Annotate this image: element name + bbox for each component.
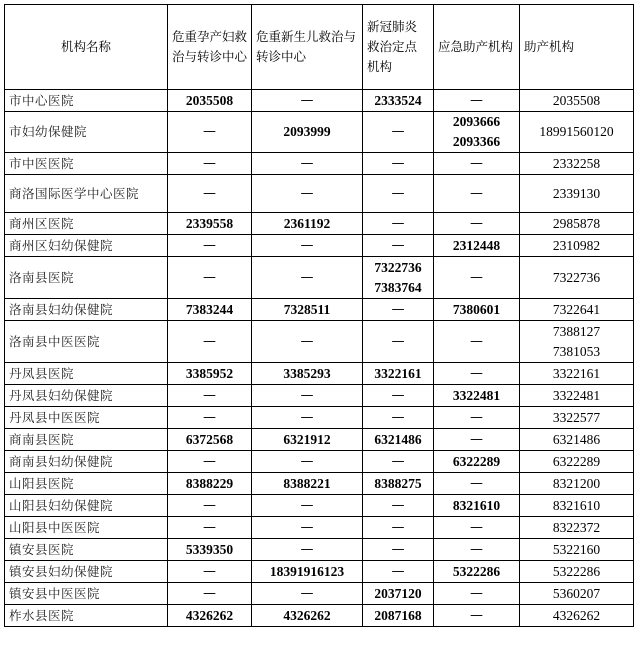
- header-institution-name: 机构名称: [5, 5, 168, 90]
- phone-number-cell: [168, 473, 252, 495]
- institution-name-cell: 商州区妇幼保健院: [5, 235, 168, 257]
- institution-name-cell: 商州区医院: [5, 213, 168, 235]
- phone-number-cell: [520, 539, 634, 561]
- institution-name-cell: 市妇幼保健院: [5, 112, 168, 153]
- institution-name-cell: 镇安县中医医院: [5, 583, 168, 605]
- phone-number: 7381053: [552, 343, 601, 359]
- empty-dash-cell: —: [168, 235, 252, 257]
- table-row: [5, 363, 634, 385]
- table-row: [5, 112, 634, 153]
- empty-dash-cell: —: [252, 583, 363, 605]
- table-row: [5, 561, 634, 583]
- phone-number-cell: [520, 153, 634, 175]
- empty-dash-cell: —: [252, 153, 363, 175]
- phone-number: 5322286: [552, 563, 601, 579]
- empty-dash-cell: —: [363, 561, 434, 583]
- phone-number: 4326262: [185, 607, 234, 623]
- institution-name-cell: 商南县医院: [5, 429, 168, 451]
- table-row: [5, 235, 634, 257]
- phone-number: 6321486: [374, 431, 422, 447]
- phone-number: 3322577: [552, 409, 601, 425]
- empty-dash-cell: —: [434, 583, 520, 605]
- empty-dash-cell: —: [434, 153, 520, 175]
- phone-number: 5322160: [552, 541, 601, 557]
- phone-number: 8321610: [452, 497, 501, 513]
- phone-number-cell: [520, 90, 634, 112]
- empty-dash-cell: —: [363, 451, 434, 473]
- phone-number: 5339350: [185, 541, 234, 557]
- phone-number: 6372568: [185, 431, 234, 447]
- institution-name-cell: 山阳县医院: [5, 473, 168, 495]
- phone-number-cell: [520, 299, 634, 321]
- table-row: [5, 257, 634, 299]
- phone-number-cell: [252, 561, 363, 583]
- empty-dash-cell: —: [434, 517, 520, 539]
- empty-dash-cell: —: [168, 321, 252, 363]
- phone-number-cell: [520, 363, 634, 385]
- phone-number-cell: [168, 539, 252, 561]
- phone-number: 7328511: [283, 301, 331, 317]
- phone-number: 8388229: [185, 475, 234, 491]
- institution-name-cell: 柞水县医院: [5, 605, 168, 627]
- institution-name-cell: 镇安县妇幼保健院: [5, 561, 168, 583]
- phone-number: 8388275: [374, 475, 422, 491]
- phone-number: 2361192: [283, 215, 331, 231]
- phone-number-cell: [363, 605, 434, 627]
- empty-dash-cell: —: [363, 153, 434, 175]
- empty-dash-cell: —: [363, 407, 434, 429]
- table-row: [5, 583, 634, 605]
- phone-number-cell: [363, 90, 434, 112]
- empty-dash-cell: —: [363, 235, 434, 257]
- phone-number: 3385952: [185, 365, 234, 381]
- phone-number: 8321200: [552, 475, 601, 491]
- empty-dash-cell: —: [168, 257, 252, 299]
- phone-number: 7322736: [374, 259, 422, 275]
- institution-name-cell: 市中医医院: [5, 153, 168, 175]
- institution-name-cell: 丹凤县医院: [5, 363, 168, 385]
- phone-number-cell: [520, 473, 634, 495]
- empty-dash-cell: —: [252, 495, 363, 517]
- phone-number-cell: [434, 299, 520, 321]
- empty-dash-cell: —: [363, 112, 434, 153]
- empty-dash-cell: —: [252, 539, 363, 561]
- header-midwifery: 助产机构: [520, 5, 634, 90]
- phone-number: 4326262: [283, 607, 331, 623]
- empty-dash-cell: —: [168, 153, 252, 175]
- phone-number-cell: [168, 429, 252, 451]
- phone-number-cell: [168, 605, 252, 627]
- empty-dash-cell: —: [434, 175, 520, 213]
- table-row: [5, 407, 634, 429]
- empty-dash-cell: —: [168, 175, 252, 213]
- empty-dash-cell: —: [168, 407, 252, 429]
- empty-dash-cell: —: [434, 539, 520, 561]
- hospital-contact-table: [4, 4, 634, 627]
- table-row: [5, 175, 634, 213]
- phone-number: 18991560120: [539, 124, 614, 139]
- phone-number-cell: [168, 90, 252, 112]
- phone-number: 2312448: [452, 237, 501, 253]
- institution-name-cell: 洛南县医院: [5, 257, 168, 299]
- empty-dash-cell: —: [252, 407, 363, 429]
- phone-number-cell: [252, 605, 363, 627]
- table-row: [5, 517, 634, 539]
- phone-number: 2985878: [552, 215, 601, 231]
- empty-dash-cell: —: [434, 473, 520, 495]
- phone-number-cell: [363, 429, 434, 451]
- empty-dash-cell: —: [434, 257, 520, 299]
- empty-dash-cell: —: [252, 451, 363, 473]
- empty-dash-cell: —: [252, 257, 363, 299]
- phone-number: 7322641: [552, 301, 601, 317]
- phone-number-cell: [520, 451, 634, 473]
- phone-number: 2093666: [452, 114, 501, 129]
- phone-number: 8388221: [283, 475, 331, 491]
- empty-dash-cell: —: [363, 385, 434, 407]
- table-row: [5, 213, 634, 235]
- phone-number-cell: [168, 213, 252, 235]
- phone-number-cell: [520, 112, 634, 153]
- table-row: [5, 539, 634, 561]
- phone-number: 2087168: [374, 607, 422, 623]
- phone-number: 7383764: [374, 279, 422, 295]
- empty-dash-cell: —: [168, 385, 252, 407]
- empty-dash-cell: —: [252, 90, 363, 112]
- phone-number: 3322161: [374, 365, 422, 381]
- phone-number-cell: [520, 235, 634, 257]
- empty-dash-cell: —: [434, 90, 520, 112]
- phone-number: 3322481: [552, 387, 601, 403]
- empty-dash-cell: —: [434, 321, 520, 363]
- institution-name-cell: 商南县妇幼保健院: [5, 451, 168, 473]
- phone-number-cell: [363, 363, 434, 385]
- empty-dash-cell: —: [168, 495, 252, 517]
- table-row: [5, 495, 634, 517]
- phone-number: 2035508: [552, 92, 601, 108]
- phone-number-cell: [434, 385, 520, 407]
- empty-dash-cell: —: [168, 561, 252, 583]
- phone-number: 5360207: [552, 585, 601, 601]
- phone-number-cell: [434, 451, 520, 473]
- institution-name-cell: 市中心医院: [5, 90, 168, 112]
- phone-number: 7388127: [552, 323, 601, 339]
- phone-number-cell: [434, 235, 520, 257]
- empty-dash-cell: —: [363, 299, 434, 321]
- phone-number-cell: [363, 583, 434, 605]
- phone-number-cell: [252, 299, 363, 321]
- phone-number-cell: [363, 257, 434, 299]
- phone-number: 2093366: [452, 134, 501, 149]
- phone-number: 7322736: [552, 269, 601, 285]
- phone-number-cell: [520, 407, 634, 429]
- phone-number-cell: [520, 385, 634, 407]
- table-row: [5, 385, 634, 407]
- phone-number: 8321610: [552, 497, 601, 513]
- header-covid-designated: 新冠肺炎救治定点机构: [363, 5, 434, 90]
- phone-number-cell: [363, 473, 434, 495]
- phone-number-cell: [520, 175, 634, 213]
- phone-number: 7383244: [185, 301, 234, 317]
- empty-dash-cell: —: [363, 321, 434, 363]
- empty-dash-cell: —: [363, 213, 434, 235]
- empty-dash-cell: —: [363, 539, 434, 561]
- phone-number: 2037120: [374, 585, 422, 601]
- table-row: [5, 299, 634, 321]
- empty-dash-cell: —: [252, 175, 363, 213]
- empty-dash-cell: —: [168, 451, 252, 473]
- phone-number: 6322289: [552, 453, 601, 469]
- institution-name-cell: 丹凤县妇幼保健院: [5, 385, 168, 407]
- empty-dash-cell: —: [168, 583, 252, 605]
- table-row: [5, 321, 634, 363]
- phone-number: 6321912: [283, 431, 331, 447]
- phone-number-cell: [252, 112, 363, 153]
- phone-number-cell: [434, 561, 520, 583]
- empty-dash-cell: —: [363, 517, 434, 539]
- phone-number: 7380601: [452, 301, 501, 317]
- phone-number: 2093999: [283, 124, 331, 139]
- phone-number: 2333524: [374, 92, 422, 108]
- phone-number-cell: [520, 495, 634, 517]
- phone-number-cell: [252, 473, 363, 495]
- header-emergency-midwifery: 应急助产机构: [434, 5, 520, 90]
- phone-number-cell: [434, 112, 520, 153]
- phone-number-cell: [520, 321, 634, 363]
- phone-number-cell: [168, 363, 252, 385]
- header-maternal-center: 危重孕产妇救治与转诊中心: [168, 5, 252, 90]
- phone-number: 6321486: [552, 431, 601, 447]
- phone-number: 3322481: [452, 387, 501, 403]
- phone-number-cell: [520, 257, 634, 299]
- phone-number: 8322372: [552, 519, 601, 535]
- institution-name-cell: 洛南县妇幼保健院: [5, 299, 168, 321]
- phone-number: 2035508: [185, 92, 234, 108]
- phone-number-cell: [252, 363, 363, 385]
- phone-number: 3385293: [283, 365, 331, 381]
- empty-dash-cell: —: [434, 605, 520, 627]
- empty-dash-cell: —: [252, 235, 363, 257]
- phone-number: 2339558: [185, 215, 234, 231]
- header-neonatal-center: 危重新生儿救治与转诊中心: [252, 5, 363, 90]
- empty-dash-cell: —: [168, 112, 252, 153]
- phone-number-cell: [520, 605, 634, 627]
- institution-name-cell: 镇安县医院: [5, 539, 168, 561]
- institution-name-cell: 山阳县妇幼保健院: [5, 495, 168, 517]
- phone-number-cell: [434, 495, 520, 517]
- phone-number-cell: [520, 583, 634, 605]
- empty-dash-cell: —: [434, 407, 520, 429]
- phone-number: 6322289: [452, 453, 501, 469]
- institution-name-cell: 山阳县中医医院: [5, 517, 168, 539]
- table-row: [5, 451, 634, 473]
- phone-number: 18391916123: [269, 563, 345, 579]
- institution-name-cell: 洛南县中医医院: [5, 321, 168, 363]
- empty-dash-cell: —: [252, 385, 363, 407]
- empty-dash-cell: —: [434, 363, 520, 385]
- phone-number-cell: [520, 429, 634, 451]
- phone-number-cell: [520, 213, 634, 235]
- phone-number-cell: [252, 429, 363, 451]
- table-row: [5, 429, 634, 451]
- phone-number-cell: [520, 517, 634, 539]
- phone-number-cell: [252, 213, 363, 235]
- empty-dash-cell: —: [434, 429, 520, 451]
- phone-number-cell: [168, 299, 252, 321]
- phone-number: 5322286: [452, 563, 501, 579]
- table-row: [5, 473, 634, 495]
- phone-number-cell: [520, 561, 634, 583]
- empty-dash-cell: —: [363, 175, 434, 213]
- empty-dash-cell: —: [434, 213, 520, 235]
- institution-name-cell: 商洛国际医学中心医院: [5, 175, 168, 213]
- empty-dash-cell: —: [252, 517, 363, 539]
- header-row: [5, 5, 634, 90]
- table-row: [5, 153, 634, 175]
- phone-number: 2310982: [552, 237, 601, 253]
- empty-dash-cell: —: [363, 495, 434, 517]
- institution-name-cell: 丹凤县中医医院: [5, 407, 168, 429]
- empty-dash-cell: —: [168, 517, 252, 539]
- phone-number: 3322161: [552, 365, 601, 381]
- phone-number: 2339130: [552, 185, 601, 201]
- table-row: [5, 90, 634, 112]
- empty-dash-cell: —: [252, 321, 363, 363]
- phone-number: 4326262: [552, 607, 601, 623]
- table-row: [5, 605, 634, 627]
- phone-number: 2332258: [552, 155, 601, 171]
